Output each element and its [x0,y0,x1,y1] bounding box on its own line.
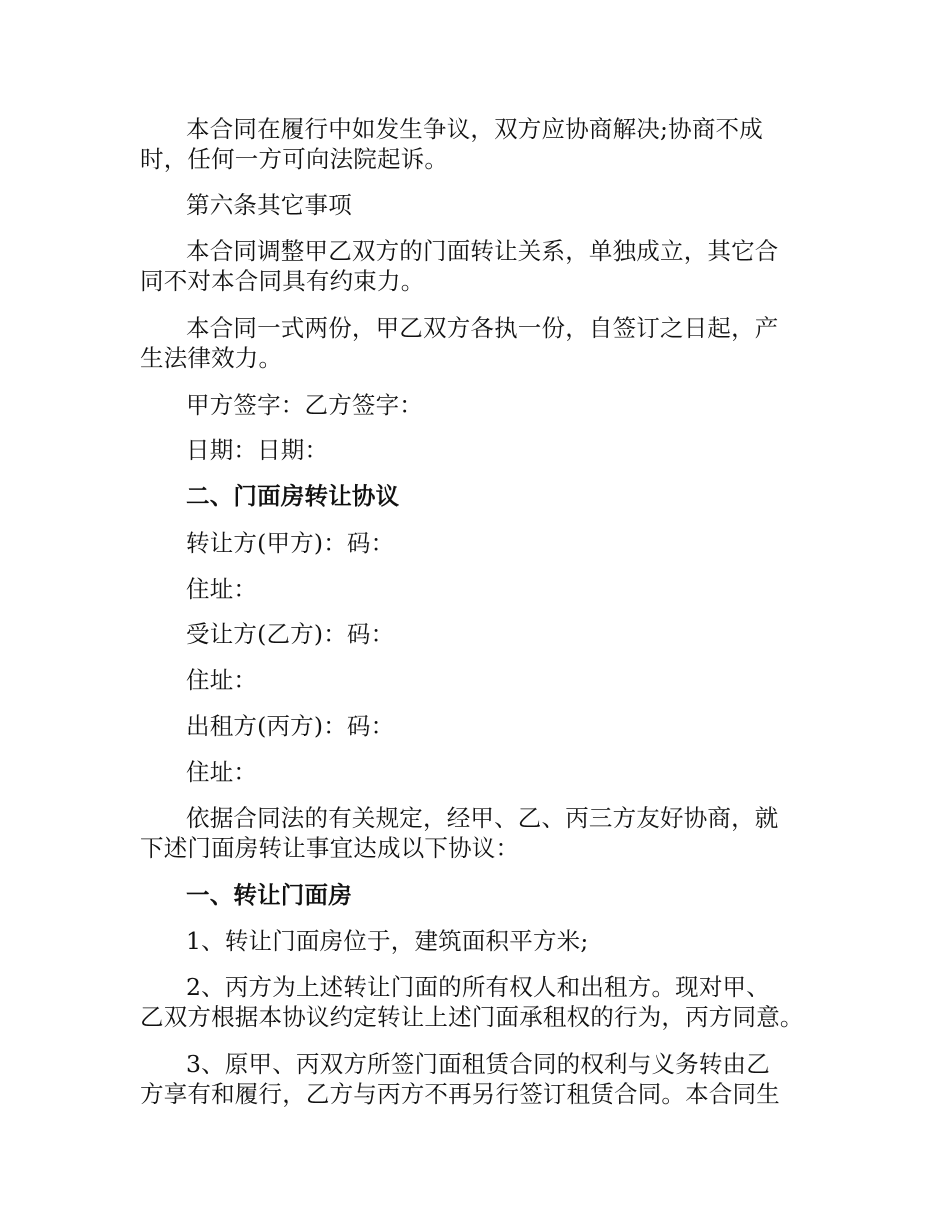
clause-3-line-1: 3、原甲、丙双方所签门面租赁合同的权利与义务转由乙 [186,1050,770,1078]
article-six-heading: 第六条其它事项 [186,191,352,219]
transferee-line: 受让方(乙方)：码： [186,620,395,648]
paragraph-copies-line-1: 本合同一式两份，甲乙双方各执一份，自签订之日起，产 [186,314,779,342]
signature-line: 甲方签字：乙方签字： [186,391,423,419]
paragraph-basis-line-1: 依据合同法的有关规定，经甲、乙、丙三方友好协商，就 [186,804,779,832]
clause-3-line-2: 方享有和履行，乙方与丙方不再另行签订租赁合同。本合同生 [140,1080,780,1108]
clause-2-line-2: 乙双方根据本协议约定转让上述门面承租权的行为，丙方同意。 [140,1003,804,1031]
clause-1-line: 1、转让门面房位于，建筑面积平方米; [186,927,589,955]
section-two-heading: 二、门面房转让协议 [186,482,400,510]
lessor-line: 出租方(丙方)：码： [186,712,395,740]
paragraph-independence-line-1: 本合同调整甲乙双方的门面转让关系，单独成立，其它合 [186,237,779,265]
paragraph-independence-line-2: 同不对本合同具有约束力。 [140,267,425,295]
date-line: 日期：日期： [186,436,329,464]
paragraph-dispute-line-1: 本合同在履行中如发生争议，双方应协商解决;协商不成 [186,115,763,143]
lessor-address-line: 住址： [186,758,258,786]
transferor-line: 转让方(甲方)：码： [186,529,395,557]
clause-2-line-1: 2、丙方为上述转让门面的所有权人和出租方。现对甲、 [186,973,770,1001]
paragraph-copies-line-2: 生法律效力。 [140,344,283,372]
paragraph-basis-line-2: 下述门面房转让事宜达成以下协议： [140,834,520,862]
transferor-address-line: 住址： [186,575,258,603]
paragraph-dispute-line-2: 时，任何一方可向法院起诉。 [140,145,449,173]
transferee-address-line: 住址： [186,666,258,694]
section-one-heading: 一、转让门面房 [186,881,352,909]
